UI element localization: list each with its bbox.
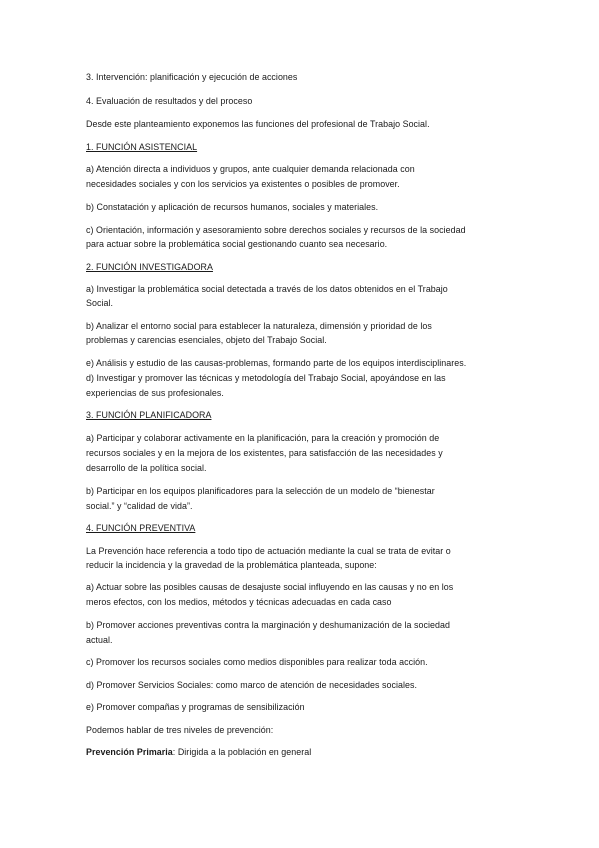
section-heading-asistencial: 1. FUNCIÓN ASISTENCIAL — [86, 142, 198, 152]
text-line: para actuar sobre la problemática social gestionando cuanto sea necesario. — [86, 239, 388, 249]
text-line: meros efectos, con los medios, métodos y técnicas adecuadas en cada caso — [86, 597, 392, 607]
text-line: 3. Intervención: planificación y ejecución de acciones — [86, 72, 298, 82]
text-line: d) Investigar y promover las técnicas y metodología del Trabajo Social, apoyándose en las — [86, 373, 446, 383]
section-heading-preventiva: 4. FUNCIÓN PREVENTIVA — [86, 523, 196, 533]
text-line: problemas y carencias esenciales, objeto del Trabajo Social. — [86, 335, 327, 345]
text-line: a) Participar y colaborar activamente en la planificación, para la creación y promoción de — [86, 433, 440, 443]
text-span: : Dirigida a la población en general — [172, 747, 312, 757]
text-line: e) Análisis y estudio de las causas-problemas, formando parte de los equipos interdisciplinares. — [86, 358, 467, 368]
section-heading-investigadora: 2. FUNCIÓN INVESTIGADORA — [86, 262, 213, 272]
text-line: b) Participar en los equipos planificadores para la selección de un modelo de “bienestar — [86, 486, 435, 496]
text-line: desarrollo de la política social. — [86, 463, 207, 473]
text-line: Desde este planteamiento exponemos las funciones del profesional de Trabajo Social. — [86, 119, 430, 129]
text-line: La Prevención hace referencia a todo tipo de actuación mediante la cual se trata de evitar o — [86, 546, 451, 556]
section-heading-planificadora: 3. FUNCIÓN PLANIFICADORA — [86, 410, 212, 420]
text-line: c) Orientación, información y asesoramiento sobre derechos sociales y recursos de la sociedad — [86, 225, 466, 235]
text-line: Podemos hablar de tres niveles de prevención: — [86, 725, 274, 735]
text-line: necesidades sociales y con los servicios ya existentes o posibles de promover. — [86, 179, 400, 189]
text-line: 4. Evaluación de resultados y del proceso — [86, 96, 253, 106]
text-line: Social. — [86, 298, 113, 308]
text-line: social.” y “calidad de vida”. — [86, 501, 193, 511]
text-line: b) Analizar el entorno social para establecer la naturaleza, dimensión y prioridad de los — [86, 321, 432, 331]
text-line — [86, 745, 311, 760]
text-line: recursos sociales y en la mejora de los existentes, para satisfacción de las necesidades y — [86, 448, 443, 458]
text-line: a) Atención directa a individuos y grupos, ante cualquier demanda relacionada con — [86, 164, 415, 174]
text-line: b) Constatación y aplicación de recursos humanos, sociales y materiales. — [86, 202, 379, 212]
text-line: e) Promover compañas y programas de sensibilización — [86, 702, 305, 712]
text-line: experiencias de sus profesionales. — [86, 388, 224, 398]
text-line: actual. — [86, 635, 113, 645]
text-line: a) Actuar sobre las posibles causas de desajuste social influyendo en las causas y no en los — [86, 582, 454, 592]
text-line: c) Promover los recursos sociales como medios disponibles para realizar toda acción. — [86, 657, 428, 667]
text-line: a) Investigar la problemática social detectada a través de los datos obtenidos en el Trabajo — [86, 284, 448, 294]
text-line: reducir la incidencia y la gravedad de la problemática planteada, supone: — [86, 560, 377, 570]
text-line: b) Promover acciones preventivas contra la marginación y deshumanización de la sociedad — [86, 620, 450, 630]
bold-term: Prevención Primaria — [86, 747, 173, 757]
text-line: d) Promover Servicios Sociales: como marco de atención de necesidades sociales. — [86, 680, 418, 690]
